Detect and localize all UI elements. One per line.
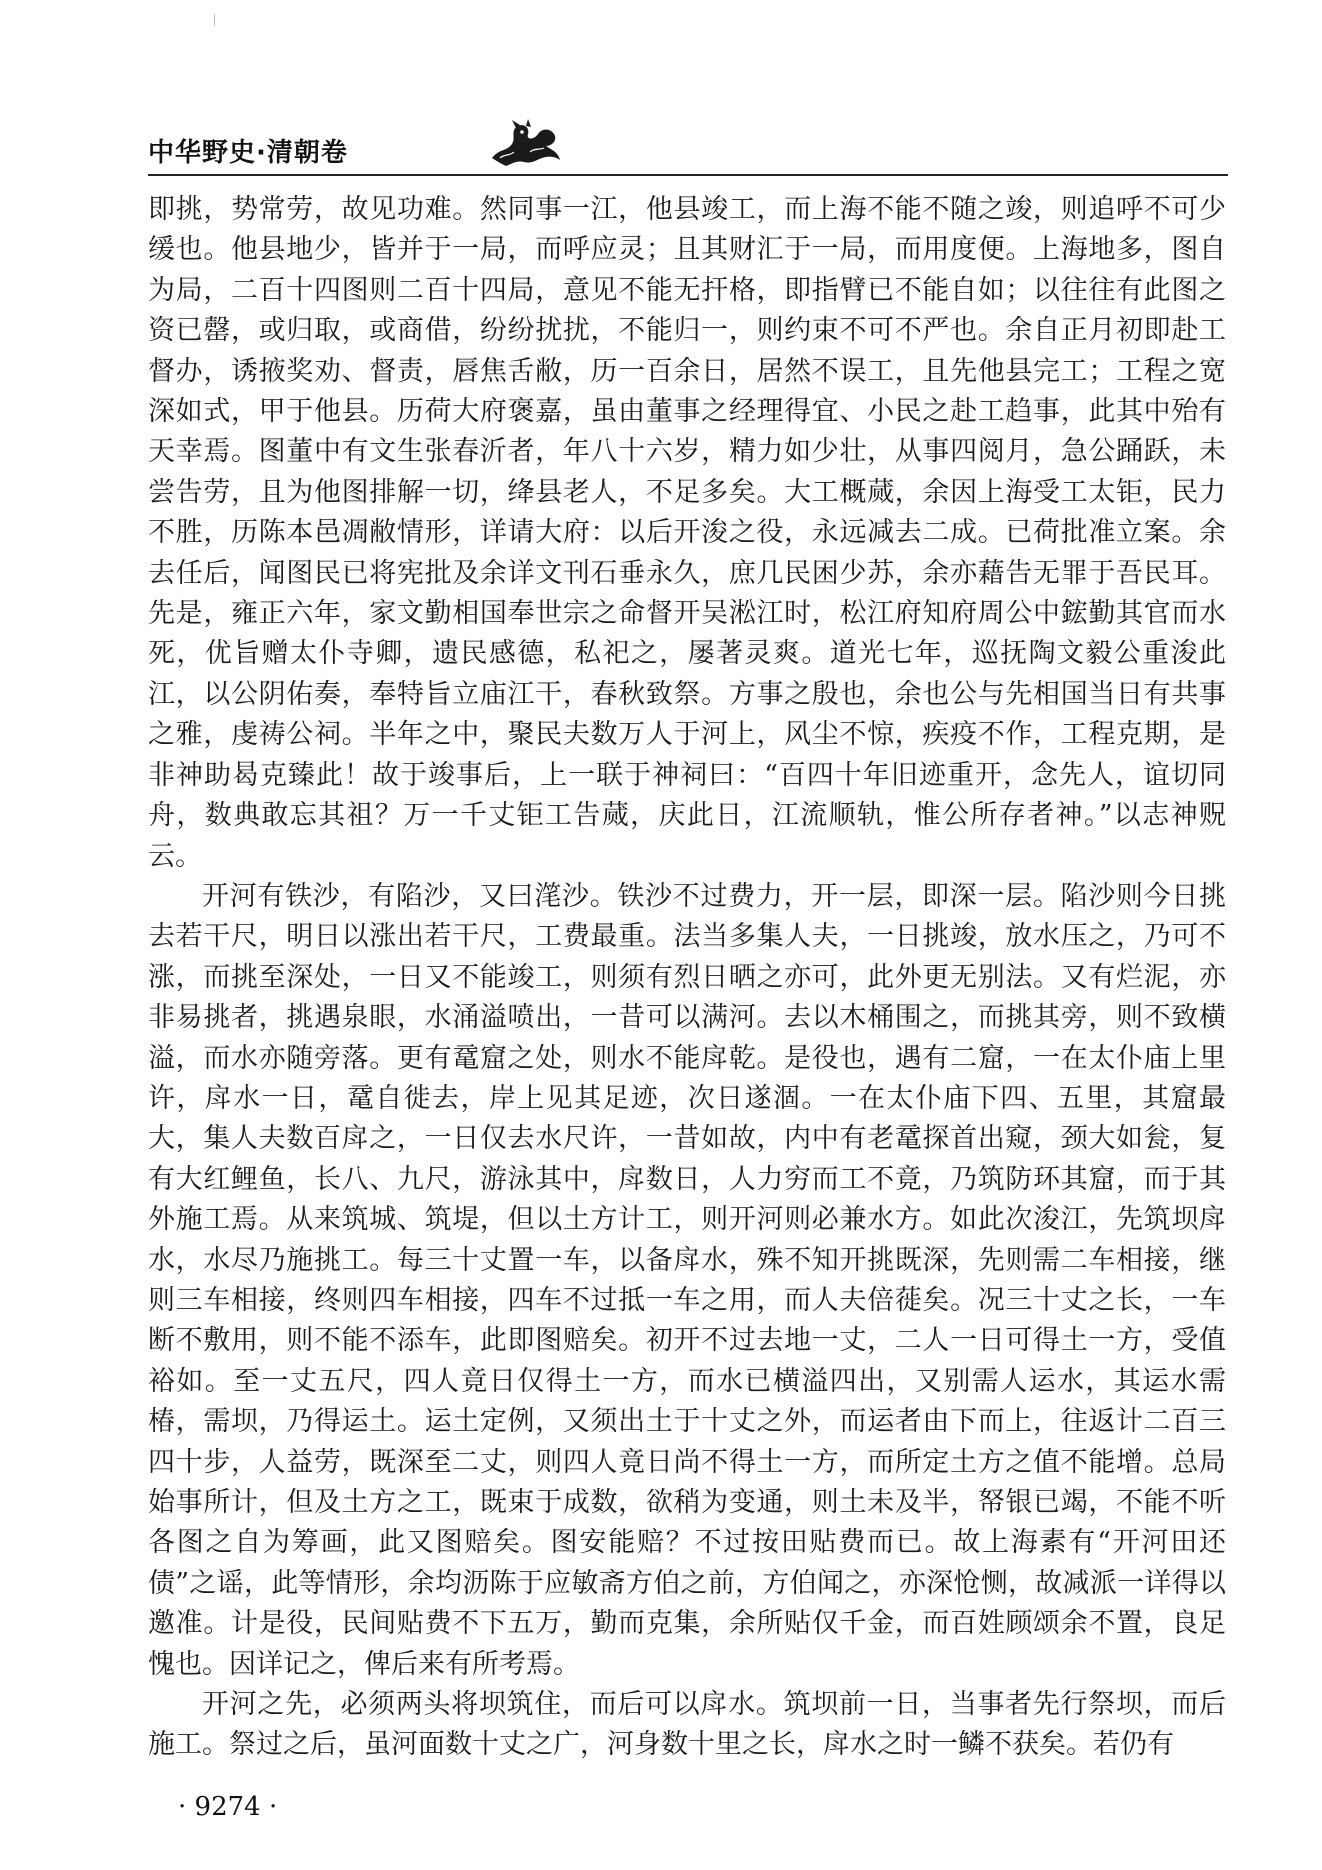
page-number: · 9274 ·: [178, 1792, 278, 1822]
paragraph-continued: 即挑，势常劳，故见功难。然同事一江，他县竣工，而上海不能不随之竣，则追呼不可少缓也。他县地少，皆并于一局，而呼应灵；且其财汇于一局，而用度便。上海地多，图自为局，二百十四图则二百十四局，意见不能无扞格，即指臂已不能自如；以往往有此图之资已罄，或归取，或商借，纷纷扰扰，不能归一，则约束不可不严也。余自正月初即赴工督办，诱掖奖劝、督责，唇焦舌敝，历一百余日，居然不误工，且先他县完工；工程之宽深如式，甲于他县。历荷大府褒嘉，虽由董事之经理得宜、小民之赴工趋事，此其中殆有天幸焉。图董中有文生张春沂者，年八十六岁，精力如少壮，从事四阅月，急公踊跃，未尝告劳，且为他图排解一切，绛县老人，不足多矣。大工概蒇，余因上海受工太钜，民力不胜，历陈本邑凋敝情形，详请大府：以后开浚之役，永远减去二成。已荷批准立案。余去任后，闻图民已将宪批及余详文刊石垂永久，庶几民困少苏，余亦藉告无罪于吾民耳。先是，雍正六年，家文勤相国奉世宗之命督开吴淞江时，松江府知府周公中鋐勤其官而水死，优旨赠太仆寺卿，遗民感德，私祀之，屡著灵爽。道光七年，巡抚陶文毅公重浚此江，以公阴佑奏，奉特旨立庙江干，春秋致祭。方事之殷也，余也公与先相国当日有共事之雅，虔祷公祠。半年之中，聚民夫数万人于河上，风尘不惊，疾疫不作，工程克期，是非神助曷克臻此！故于竣事后，上一联于神祠曰：“百四十年旧迹重开，念先人，谊切同舟，数典敢忘其祖？万一千丈钜工告蒇，庆此日，江流顺轨，惟公所存者神。”以志神贶云。: [148, 194, 1226, 872]
body-text: [148, 190, 1226, 1766]
paragraph: 开河有铁沙，有陷沙，又曰滗沙。铁沙不过费力，开一层，即深一层。陷沙则今日挑去若干尺，明日以涨出若干尺，工费最重。法当多集人夫，一日挑竣，放水压之，乃可不涨，而挑至深处，一日又不能竣工，则须有烈日晒之亦可，此外更无别法。又有烂泥，亦非易挑者，挑遇泉眼，水涌溢喷出，一昔可以满河。去以木桶围之，而挑其旁，则不致横溢，而水亦随旁落。更有鼋窟之处，则水不能戽乾。是役也，遇有二窟，一在太仆庙上里许，戽水一日，鼋自徙去，岸上见其足迹，次日遂涸。一在太仆庙下四、五里，其窟最大，集人夫数百戽之，一日仅去水尺许，一昔如故，内中有老鼋探首出窥，颈大如瓮，复有大红鲤鱼，长八、九尺，游泳其中，戽数日，人力穷而工不竟，乃筑防环其窟，而于其外施工焉。从来筑城、筑堤，但以土方计工，则开河则必兼水方。如此次浚江，先筑坝戽水，水尽乃施挑工。每三十丈置一车，以备戽水，殊不知开挑既深，先则需二车相接，继则三车相接，终则四车相接，四车不过抵一车之用，而人夫倍蓰矣。况三十丈之长，一车断不敷用，则不能不添车，此即图赔矣。初开不过去地一丈，二人一日可得土一方，受值裕如。至一丈五尺，四人竟日仅得土一方，而水已横溢四出，又别需人运水，其运水需椿，需坝，乃得运土。运土定例，又须出土于十丈之外，而运者由下而上，往返计二百三四十步，人益劳，既深至二丈，则四人竟日尚不得土一方，而所定土方之值不能增。总局始事所计，但及土方之工，既束于成数，欲稍为变通，则土未及半，帑银已竭，不能不听各图之自为筹画，此又图赔矣。图安能赔？不过按田贴费而已。故上海素有“开河田还债”之谣，此等情形，余均沥陈于应敏斋方伯之前，方伯闻之，亦深怆恻，故减派一详得以邀准。计是役，民间贴费不下五万，勤而克集，余所贴仅千金，而百姓顾颂余不置，良足愧也。因详记之，俾后来有所考焉。: [148, 880, 1226, 1680]
header-rule: [148, 174, 1228, 176]
running-header: [148, 118, 1228, 170]
paragraph: 开河之先，必须两头将坝筑住，而后可以戽水。筑坝前一日，当事者先行祭坝，而后施工。祭过之后，虽河面数十丈之广，河身数十里之长，戽水之时一鳞不获矣。若仍有: [148, 1689, 1226, 1761]
dragon-emblem-icon: [486, 118, 566, 170]
book-title: 中华野史·清朝卷: [148, 138, 348, 168]
scan-mark: [214, 14, 219, 26]
